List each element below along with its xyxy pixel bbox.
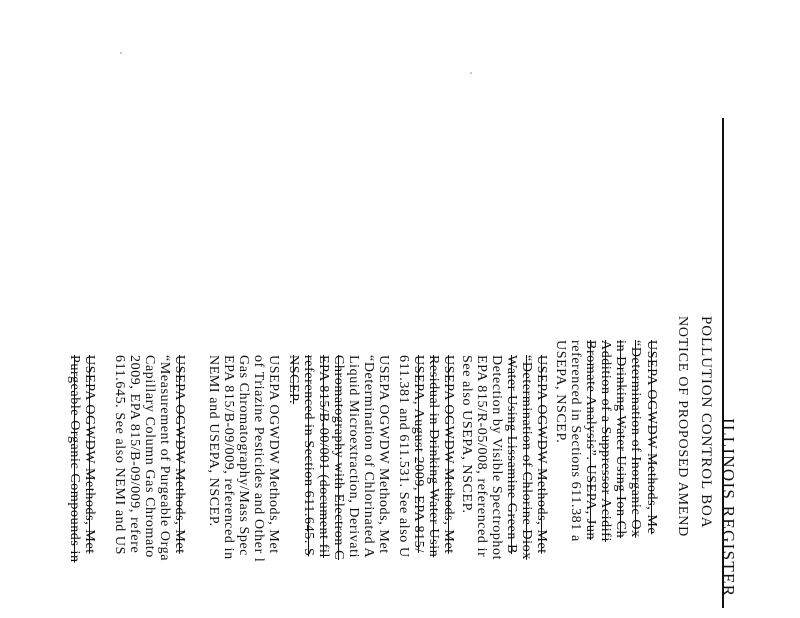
entry-line: USEPA OGWDW Methods, Met [82,355,97,554]
entry-line: Residual in Drinking Water Usin [426,355,441,558]
entry-line: USEPA, NSCEP. [553,340,568,444]
entry-line: USEPA, August 2009, EPA 815/ [411,355,426,553]
scan-speck [470,72,472,74]
board-title: POLLUTION CONTROL BOA [698,316,714,529]
entry-line: EPA 815/B-09/009, referenced in [221,355,236,560]
entry-line: Liquid Microextraction, Derivati [346,355,361,559]
entry-line: USEPA OGWDW Methods, Me [644,340,659,535]
entry-line: EPA 815/B-00/001 (document fil [316,355,331,558]
entry-line: EPA 815/R-05/008, referenced ir [474,355,489,558]
entry-line: “Determination of Chlorinated A [361,355,376,559]
scan-speck [120,52,122,54]
entry-line: NEMI and USEPA, NSCEP. [206,355,221,527]
entry-line: USEPA OGWDW Methods, Met [441,355,456,554]
entry-line: Chromatography with Electron C [331,355,346,561]
entry-line: USEPA OGWDW Methods, Met [266,355,281,554]
entry-line: Gas Chromatography/Mass Spec [236,355,251,557]
entry-line: “Measurement of Purgeable Orga [157,355,172,562]
entry-line: “Determination of Inorganic Ox [628,340,643,538]
entry-line: referenced in Section 611.645. S [301,355,316,557]
entry-line: USEPA OGWDW Methods, Met [376,355,391,554]
entry-line: USEPA OGWDW Methods, Met [172,355,187,554]
register-title: ILLINOIS REGISTER [719,418,738,598]
entry-line: Addition of a Suppressor Acidifi [598,340,613,542]
entry-line: “Determination of Chlorine Diox [519,355,534,560]
entry-line: 611.381 and 611.531. See also U [396,355,411,558]
entry-line: Bromate Analysis”. USEPA, Jun [583,340,598,541]
entry-line: See also USEPA, NSCEP. [459,355,474,514]
entry-line: of Triazine Pesticides and Other l [251,355,266,563]
entry-line: 611.645. See also NEMI and US [112,355,127,556]
entry-line: in Drinking Water Using Ion Ch [613,340,628,539]
entry-line: Water Using Lissamine Green B [504,355,519,555]
entry-line: Detection by Visible Spectrophot [489,355,504,561]
entry-line: referenced in Sections 611.381 a [568,340,583,542]
entry-line: Capillary Column Gas Chromato [142,355,157,558]
entry-line: NSCEP. [286,355,301,405]
entry-line: Purgeable Organic Compounds in [67,355,82,563]
entry-line: 2009, EPA 815/B-09/009, refere [127,355,142,554]
notice-title: NOTICE OF PROPOSED AMEND [675,316,690,538]
entry-line: USEPA OGWDW Methods, Met [534,355,549,554]
